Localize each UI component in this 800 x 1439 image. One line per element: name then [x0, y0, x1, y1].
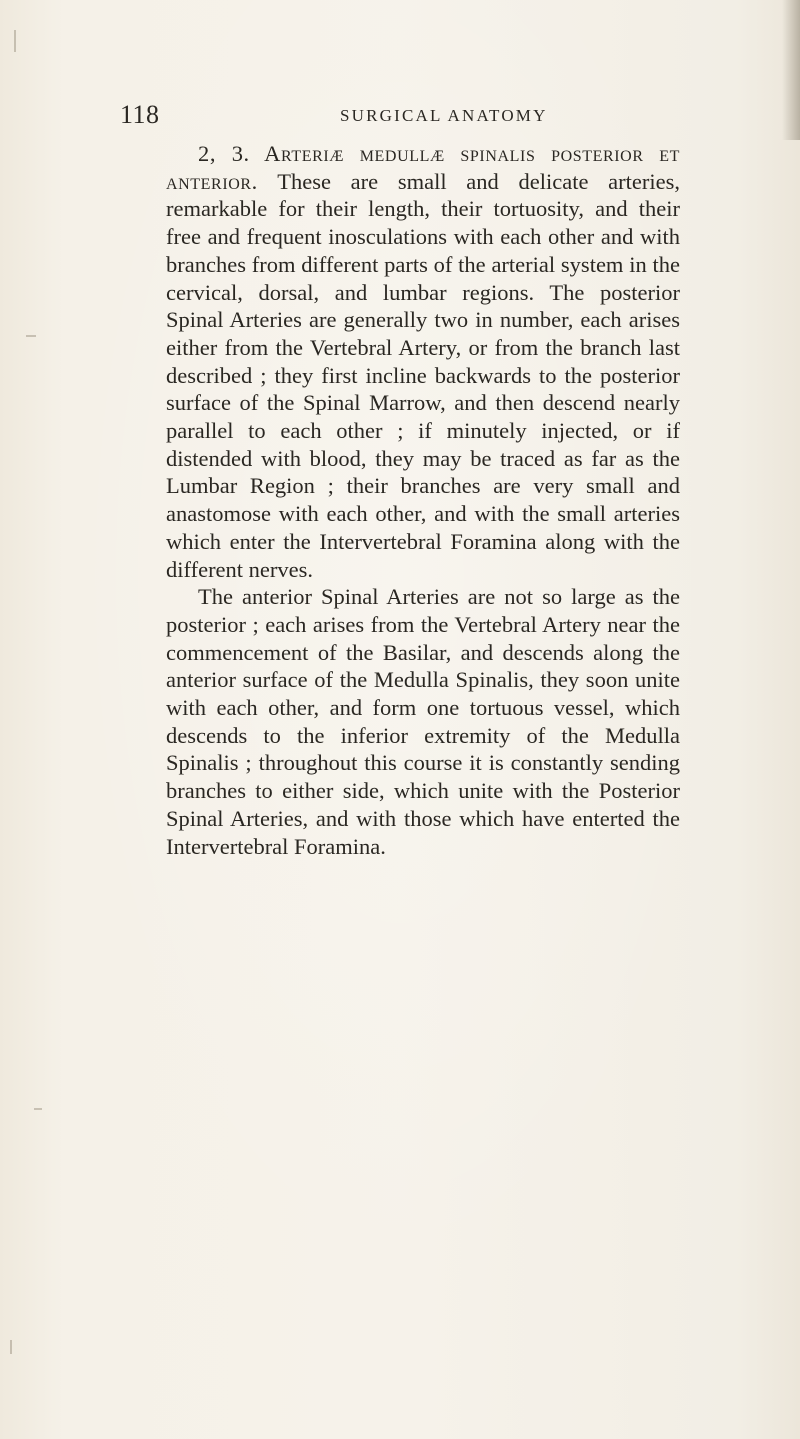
section-heading: 2, 3. Arteriæ medullæ spinalis posterior et anterior. — [166, 141, 680, 194]
paragraph-text: The anterior Spinal Arteries are not so large as the posterior ; each arises from the Vertebral Artery near the commencement of the Basilar, and descends along the anterior surface of the Medulla Spinalis, they soon unite with each other, and form one tortuous vessel, which descends to the inferior extremity of the Medulla Spinalis ; throughout this course it is constantly sending branches to either side, which unite with the Posterior Spinal Arteries, and with those which have enterted the Intervertebral Foramina. — [166, 584, 680, 859]
body-text — [166, 140, 680, 860]
margin-speck — [14, 30, 16, 52]
margin-speck — [26, 335, 36, 337]
page-number: 118 — [120, 100, 160, 129]
page-edge-shadow — [782, 0, 800, 140]
paragraph — [166, 583, 680, 860]
running-head: SURGICAL ANATOMY — [340, 106, 548, 125]
margin-speck — [10, 1340, 12, 1354]
paragraph-text: These are small and delicate arteries, remarkable for their length, their tortuosity, and their free and frequent inosculations with each other and with branches from different parts of the arterial system in the cervical, dorsal, and lumbar regions. The posterior Spinal Arteries are generally two in number, each arises either from the Vertebral Artery, or from the branch last described ; they first incline backwards to the posterior surface of the Spinal Marrow, and then descend nearly parallel to each other ; if minutely injected, or if distended with blood, they may be traced as far as the Lumbar Region ; their branches are very small and anastomose with each other, and with the small arteries which enter the Intervertebral Foramina along with the different nerves. — [166, 168, 681, 582]
page-header — [120, 100, 680, 140]
margin-speck — [34, 1108, 42, 1110]
paragraph — [166, 140, 680, 583]
